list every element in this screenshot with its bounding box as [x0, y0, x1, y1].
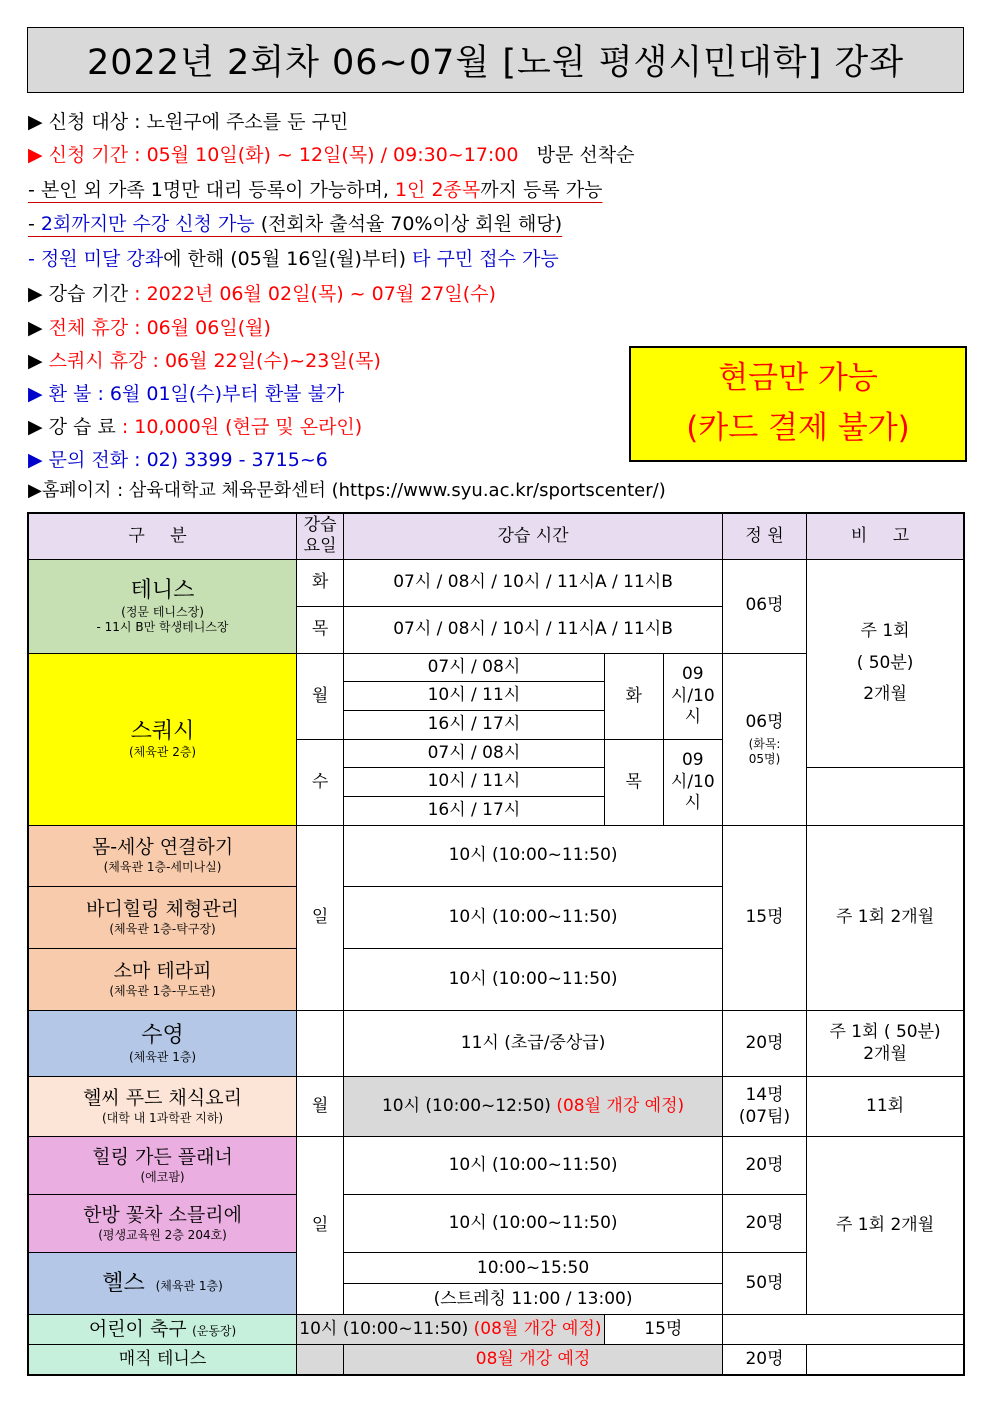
- holiday-value: 전체 휴강 : 06월 06일(월): [48, 317, 271, 339]
- body-name: 몸-세상 연결하기: [91, 836, 234, 859]
- note3-text-a: - 정원 미달 강좌: [28, 248, 164, 270]
- cash-only-line1: 현금만 가능: [718, 360, 878, 397]
- note3-text-b: 에 한해 (05월 16일(월)부터): [163, 248, 413, 270]
- common-note: [807, 559, 964, 767]
- course-table: [27, 512, 965, 1376]
- squash-time2: 10시 / 11시: [344, 681, 605, 710]
- tennis-name: 테니스: [130, 578, 195, 604]
- holiday-bullet: ▶: [28, 317, 49, 339]
- table-row: [28, 1137, 964, 1195]
- health-name: 헬스: [102, 1271, 145, 1297]
- fee-label: ▶ 강 습 료: [28, 416, 122, 438]
- squash-cell: [28, 653, 297, 825]
- soccer-name: 어린이 축구: [88, 1317, 187, 1340]
- info-phone: ▶ 문의 전화 : 02) 3399 - 3715~6: [28, 449, 328, 471]
- cash-only-notice: [629, 346, 967, 462]
- squash-sub-time1: 09시/10시: [670, 664, 715, 727]
- squash-time6: 16시 / 17시: [344, 796, 605, 825]
- info-homepage: ▶홈페이지 : 삼육대학교 체육문화센터 (https://www.syu.ac.kr/sportscenter/): [28, 480, 666, 501]
- tennis-time1: 07시 / 08시 / 10시 / 11시A / 11시B: [344, 559, 723, 606]
- squash-sub-wrap-2: [605, 740, 722, 825]
- squash-sub-time2: 09시/10시: [670, 750, 715, 813]
- tea-place: (평생교육원 2층 204호): [98, 1228, 227, 1243]
- header-note: 비 고: [807, 513, 964, 559]
- note1-text-b: 1인 2종목: [394, 179, 481, 201]
- table-row: [28, 1345, 964, 1375]
- info-period-row: [28, 146, 634, 165]
- tea-cell: [28, 1195, 297, 1253]
- header-capacity: 정 원: [722, 513, 806, 559]
- garden-time: 10시 (10:00~11:50): [344, 1137, 723, 1195]
- squash-holiday-bullet: ▶: [28, 350, 49, 372]
- squash-day2: 수: [297, 739, 344, 825]
- tea-name: 한방 꽃차 소믈리에: [83, 1204, 242, 1227]
- tennis-day2: 목: [297, 606, 344, 653]
- squash-sub-day2: 목: [605, 740, 664, 825]
- squash-time3: 16시 / 17시: [344, 710, 605, 739]
- common-note-c: 2개월: [863, 683, 907, 704]
- squash-capacity-cell: [722, 653, 806, 825]
- squash-time1: 07시 / 08시: [344, 653, 605, 681]
- tennis-capacity: 06명: [722, 559, 806, 653]
- soma-place: (체육관 1층-무도관): [109, 983, 216, 998]
- info-period-note: 방문 선착순: [536, 144, 635, 166]
- food-place: (대학 내 1과학관 지하): [101, 1110, 224, 1125]
- fee-value: : 10,000원 (현금 및 온라인): [121, 416, 363, 438]
- info-squash-holiday: [28, 352, 381, 371]
- food-time-cell: [344, 1077, 723, 1137]
- food-note: 11회: [807, 1077, 964, 1137]
- squash-holiday-value: 스쿼시 휴강 : 06월 22일(수)~23일(목): [48, 350, 381, 372]
- info-fee: [28, 418, 362, 437]
- food-time-note: (08월 개강 예정): [556, 1095, 685, 1116]
- table-row: [28, 825, 964, 886]
- table-row: [28, 1077, 964, 1137]
- soma-name: 소마 테라피: [113, 960, 212, 983]
- tea-time: 10시 (10:00~11:50): [344, 1195, 723, 1253]
- note3-text-c: 타 구민 접수 가능: [412, 248, 559, 270]
- food-time: 10시 (10:00~12:50): [381, 1095, 557, 1116]
- food-name: 헬씨 푸드 채식요리: [83, 1087, 242, 1110]
- health-capacity: 50명: [722, 1253, 806, 1315]
- swim-place: (체육관 1층): [128, 1049, 197, 1064]
- info-holiday: [28, 319, 271, 338]
- note1-text-c: 까지 등록 가능: [480, 179, 603, 201]
- magic-note-empty: [807, 1345, 964, 1375]
- health-place: (체육관 1층): [155, 1279, 223, 1294]
- garden-capacity: 20명: [722, 1137, 806, 1195]
- body-cell: [28, 825, 297, 886]
- soccer-time-note: (08월 개강 예정): [473, 1319, 602, 1340]
- tennis-day1: 화: [297, 559, 344, 606]
- health-cell: [28, 1253, 297, 1315]
- info-class-period: [28, 285, 496, 304]
- magic-name: 매직 테니스: [28, 1345, 297, 1375]
- squash-place: (체육관 2층): [128, 745, 197, 760]
- healing-time: 10시 (10:00~11:50): [344, 886, 723, 948]
- garden-place: (에코팜): [140, 1170, 185, 1185]
- healing-name: 바디힐링 체형관리: [86, 898, 239, 921]
- soma-time: 10시 (10:00~11:50): [344, 948, 723, 1010]
- squash-sub-cell-1: [604, 653, 722, 739]
- group1-capacity: 15명: [722, 825, 806, 1010]
- page-title: 2022년 2회차 06~07월 [노원 평생시민대학] 강좌: [27, 27, 964, 93]
- class-period-value: : 2022년 06월 02일(목) ~ 07월 27일(수): [134, 283, 496, 305]
- soccer-place: (운동장): [192, 1323, 237, 1338]
- body-time: 10시 (10:00~11:50): [344, 825, 723, 886]
- table-row: [28, 1011, 964, 1077]
- info-refund: ▶ 환 불 : 6월 01일(수)부터 환불 불가: [28, 383, 345, 405]
- note2-text-c: (전회차 출석율 70%이상 회원 해당): [254, 213, 563, 235]
- table-row: [28, 1315, 964, 1345]
- table-row: [28, 559, 964, 606]
- info-note1: [28, 181, 602, 200]
- group1-day: 일: [297, 825, 344, 1010]
- health-time1: 10:00~15:50: [344, 1253, 723, 1284]
- common-note-a: 주 1회: [860, 621, 910, 642]
- squash-sub-day1: 화: [605, 654, 664, 739]
- info-note3: [28, 250, 559, 269]
- soccer-time: 10시 (10:00~11:50): [299, 1319, 474, 1340]
- header-time: 강습 시간: [344, 513, 723, 559]
- squash-time5: 10시 / 11시: [344, 767, 605, 796]
- body-place: (체육관 1층-세미나실): [103, 860, 222, 875]
- soccer-time-cell: [297, 1315, 605, 1345]
- group2-note: 주 1회 2개월: [807, 1137, 964, 1315]
- tennis-cell: [28, 559, 297, 653]
- tea-capacity: 20명: [722, 1195, 806, 1253]
- swim-capacity: 20명: [722, 1011, 806, 1077]
- food-day: 월: [297, 1077, 344, 1137]
- header-category: 구 분: [28, 513, 297, 559]
- group1-note: 주 1회 2개월: [807, 825, 964, 1010]
- note2-text-a: -: [28, 213, 41, 235]
- info-period: ▶ 신청 기간 : 05월 10일(화) ~ 12일(목) / 09:30~17:00: [28, 144, 519, 166]
- tennis-place2: - 11시 B만 학생테니스장: [96, 619, 229, 634]
- group2-day: 일: [297, 1137, 344, 1315]
- squash-capacity: 06명: [745, 711, 784, 732]
- info-target: ▶ 신청 대상 : 노원구에 주소를 둔 구민: [28, 111, 349, 133]
- squash-sub-wrap-1: [605, 654, 722, 739]
- soccer-capacity: 15명: [604, 1315, 722, 1345]
- swim-cell: [28, 1011, 297, 1077]
- garden-name: 힐링 가든 플래너: [92, 1146, 233, 1169]
- swim-name: 수영: [141, 1023, 184, 1049]
- class-period-label: ▶ 강습 기간: [28, 283, 135, 305]
- squash-name: 스쿼시: [130, 718, 195, 744]
- swim-day-empty: [297, 1011, 344, 1077]
- header-day: 강습 요일: [297, 513, 344, 559]
- table-header: [28, 513, 964, 559]
- healing-place: (체육관 1층-탁구장): [109, 921, 216, 936]
- food-capacity: 14명 (07팀): [722, 1077, 806, 1137]
- healing-cell: [28, 886, 297, 948]
- common-note-b: ( 50분): [856, 652, 914, 673]
- soccer-cell: [28, 1315, 297, 1345]
- magic-time: 08월 개강 예정: [344, 1345, 723, 1375]
- squash-time4: 07시 / 08시: [344, 739, 605, 767]
- garden-cell: [28, 1137, 297, 1195]
- note1-text-a: - 본인 외 가족 1명만 대리 등록이 가능하며,: [28, 179, 395, 201]
- squash-day1: 월: [297, 653, 344, 739]
- swim-note: 주 1회 ( 50분) 2개월: [807, 1011, 964, 1077]
- squash-capacity-note: (화목: 05명): [748, 736, 781, 766]
- cash-only-line2: (카드 결제 불가): [686, 410, 910, 446]
- magic-day-empty: [297, 1345, 344, 1375]
- health-time2: (스트레칭 11:00 / 13:00): [344, 1284, 723, 1315]
- food-cell: [28, 1077, 297, 1137]
- tennis-time2: 07시 / 08시 / 10시 / 11시A / 11시B: [344, 606, 723, 653]
- note2-text-b: 2회까지만 수강 신청 가능: [40, 213, 255, 235]
- soma-cell: [28, 948, 297, 1010]
- swim-time: 11시 (초급/중상급): [344, 1011, 723, 1077]
- tennis-place: (정문 테니스장): [121, 604, 204, 619]
- info-note2: [28, 215, 562, 234]
- magic-capacity: 20명: [722, 1345, 806, 1375]
- squash-sub-cell-2: [604, 739, 722, 825]
